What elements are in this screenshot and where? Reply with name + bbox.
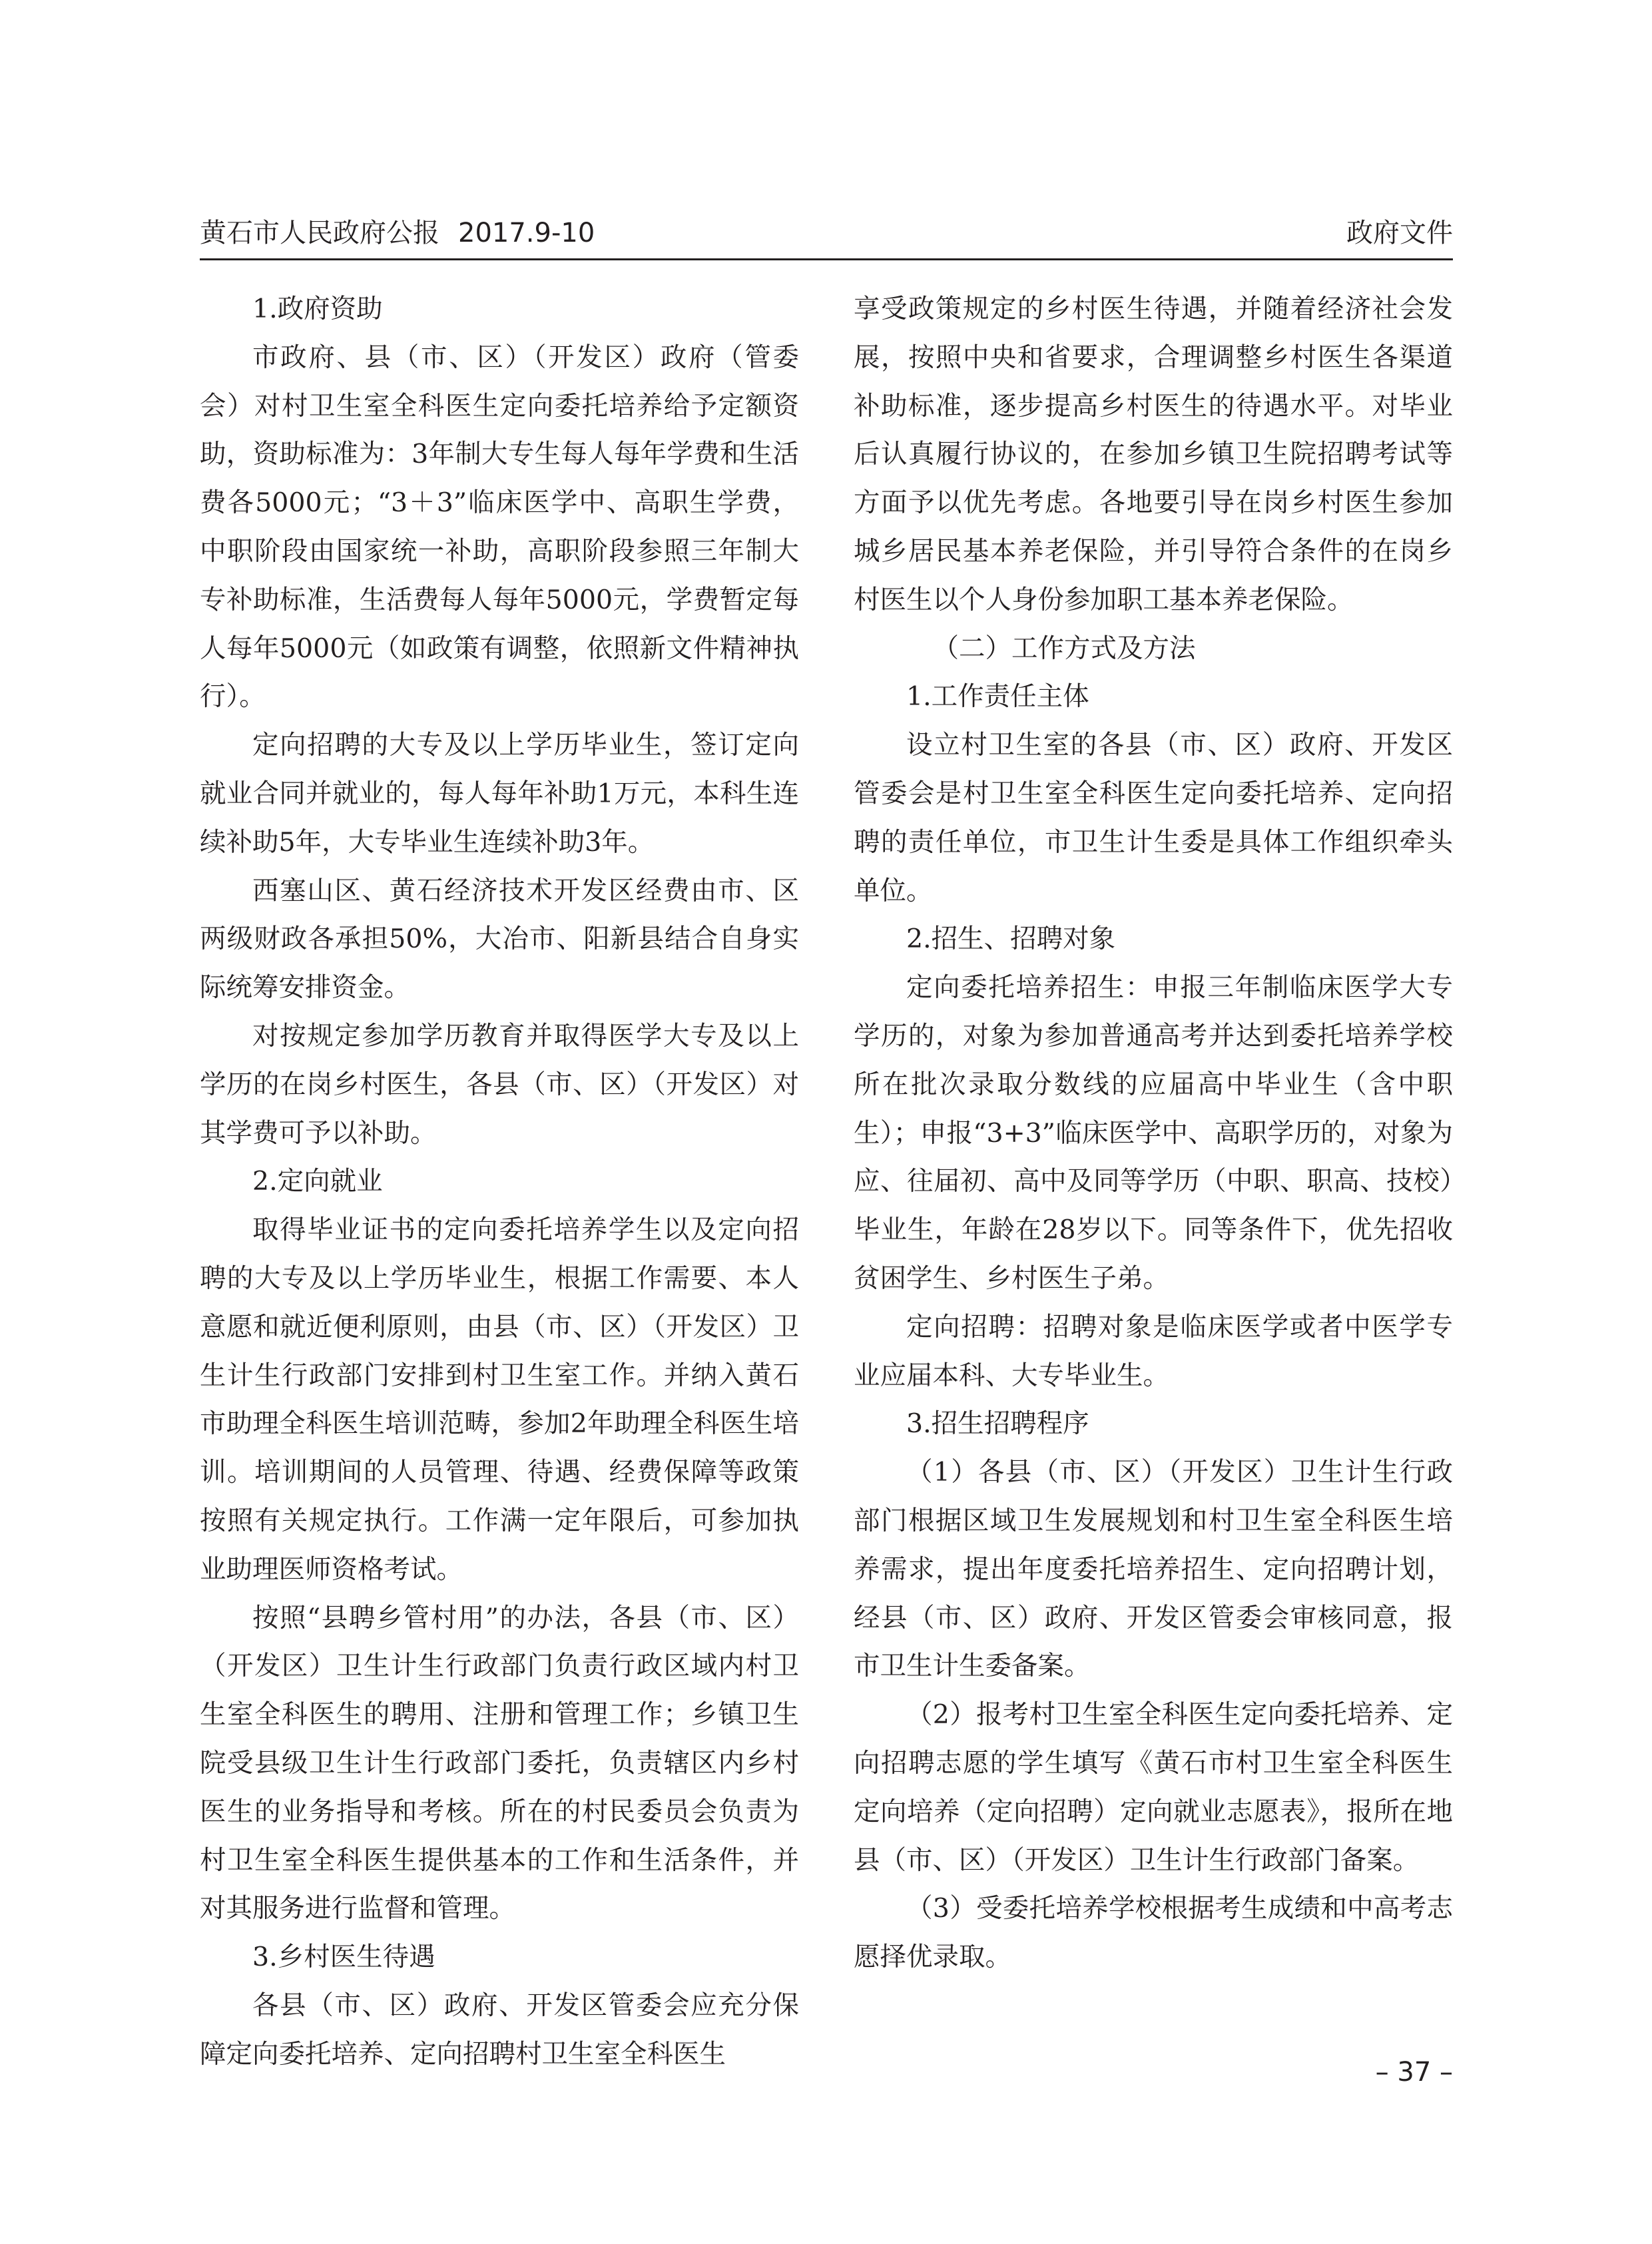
left-column bbox=[200, 285, 799, 2070]
right-column bbox=[854, 285, 1453, 2043]
paragraph: （2）报考村卫生室全科医生定向委托培养、定向招聘志愿的学生填写《黄石市村卫生室全科医生定向培养（定向招聘）定向就业志愿表》，报所在地县（市、区）（开发区）卫生计生行政部门备案。 bbox=[854, 1699, 1453, 1876]
heading-recruitment-targets: 2.招生、招聘对象 bbox=[906, 924, 1116, 955]
header-rule bbox=[200, 258, 1453, 260]
heading-government-funding: 1.政府资助 bbox=[252, 294, 383, 324]
paragraph: 各县（市、区）政府、开发区管委会应充分保障定向委托培养、定向招聘村卫生室全科医生 bbox=[200, 1990, 799, 2070]
paragraph: （3）受委托培养学校根据考生成绩和中高考志愿择优录取。 bbox=[854, 1893, 1453, 1973]
heading-village-doctor-treatment: 3.乡村医生待遇 bbox=[252, 1942, 435, 1973]
heading-responsible-entity: 1.工作责任主体 bbox=[906, 681, 1089, 712]
paragraph: 按照“县聘乡管村用”的办法，各县（市、区）（开发区）卫生计生行政部门负责行政区域内村卫生室全科医生的聘用、注册和管理工作；乡镇卫生院受县级卫生计生行政部门委托，负责辖区内乡村医生的业务指导和考核。所在的村民委员会负责为村卫生室全科医生提供基本的工作和生活条件，并对其服务进行监督和管理。 bbox=[200, 1602, 799, 1924]
paragraph: 对按规定参加学历教育并取得医学大专及以上学历的在岗乡村医生，各县（市、区）（开发区）对其学费可予以补助。 bbox=[200, 1020, 799, 1149]
page-number: – 37 – bbox=[1375, 2057, 1453, 2088]
paragraph: 定向委托培养招生：申报三年制临床医学大专学历的，对象为参加普通高考并达到委托培养学校所在批次录取分数线的应届高中毕业生（含中职生）；申报“3+3”临床医学中、高职学历的，对象为应、往届初、高中及同等学历（中职、职高、技校）毕业生，年龄在28岁以下。同等条件下，优先招收贫困学生、乡村医生子弟。 bbox=[854, 972, 1453, 1294]
paragraph: 设立村卫生室的各县（市、区）政府、开发区管委会是村卫生室全科医生定向委托培养、定向招聘的责任单位，市卫生计生委是具体工作组织牵头单位。 bbox=[854, 730, 1453, 906]
page-header bbox=[200, 212, 1453, 257]
journal-title: 黄石市人民政府公报 bbox=[200, 218, 439, 248]
paragraph: 取得毕业证书的定向委托培养学生以及定向招聘的大专及以上学历毕业生，根据工作需要、本人意愿和就近便利原则，由县（市、区）（开发区）卫生计生行政部门安排到村卫生室工作。并纳入黄石市助理全科医生培训范畴，参加2年助理全科医生培训。培训期间的人员管理、待遇、经费保障等政策按照有关规定执行。工作满一定年限后，可参加执业助理医师资格考试。 bbox=[200, 1215, 799, 1585]
issue-date: 2017.9-10 bbox=[458, 218, 595, 248]
paragraph: （1）各县（市、区）（开发区）卫生计生行政部门根据区域卫生发展规划和村卫生室全科医生培养需求，提出年度委托培养招生、定向招聘计划，经县（市、区）政府、开发区管委会审核同意，报市卫生计生委备案。 bbox=[854, 1457, 1453, 1682]
paragraph: 市政府、县（市、区）（开发区）政府（管委会）对村卫生室全科医生定向委托培养给予定额资助，资助标准为：3年制大专生每人每年学费和生活费各5000元；“3＋3”临床医学中、高职生学费，中职阶段由国家统一补助，高职阶段参照三年制大专补助标准，生活费每人每年5000元，学费暂定每人每年5000元（如政策有调整，依照新文件精神执行）。 bbox=[200, 342, 799, 712]
heading-directed-employment: 2.定向就业 bbox=[252, 1166, 383, 1197]
paragraph: 定向招聘的大专及以上学历毕业生，签订定向就业合同并就业的，每人每年补助1万元，本科生连续补助5年，大专毕业生连续补助3年。 bbox=[200, 730, 799, 858]
heading-recruitment-procedure: 3.招生招聘程序 bbox=[906, 1408, 1089, 1440]
paragraph-continued: 享受政策规定的乡村医生待遇，并随着经济社会发展，按照中央和省要求，合理调整乡村医生各渠道补助标准，逐步提高乡村医生的待遇水平。对毕业后认真履行协议的，在参加乡镇卫生院招聘考试等方面予以优先考虑。各地要引导在岗乡村医生参加城乡居民基本养老保险，并引导符合条件的在岗乡村医生以个人身份参加职工基本养老保险。 bbox=[854, 294, 1453, 615]
header-left bbox=[200, 213, 595, 253]
paragraph: 西塞山区、黄石经济技术开发区经费由市、区两级财政各承担50%，大冶市、阳新县结合自身实际统筹安排资金。 bbox=[200, 875, 799, 1003]
subheading-working-methods: （二）工作方式及方法 bbox=[932, 633, 1196, 664]
section-label: 政府文件 bbox=[1346, 218, 1453, 248]
paragraph: 定向招聘：招聘对象是临床医学或者中医学专业应届本科、大专毕业生。 bbox=[854, 1311, 1453, 1391]
